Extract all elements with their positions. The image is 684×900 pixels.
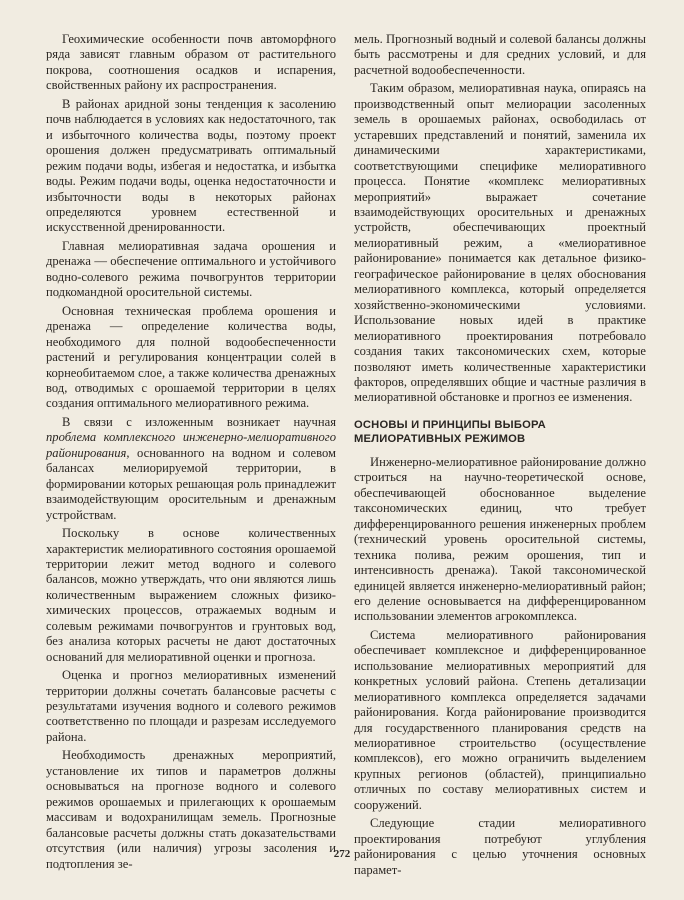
paragraph: Основная техническая проблема орошения и дренажа — определение количества воды, необходимого для полной водообеспеченности растений и регулирования концентрации солей в корнеобитаемом слое, а также количества дренажных вод, отводимых с орошаемой территории в целях создания оптимального мелиоративного режима.: [46, 303, 336, 411]
paragraph-text: В связи с изложенным возникает научная: [62, 414, 336, 429]
right-column: [354, 32, 646, 878]
paragraph: [46, 415, 336, 523]
paragraph: Оценка и прогноз мелиоративных изменений территории должны сочетать балансовые расчеты с результатами изучения водного и солевого режимов соответственно по площади и разрезам исследуемого района.: [46, 668, 336, 744]
paragraph: Поскольку в основе количественных характеристик мелиоративного состояния орошаемой территории лежит метод водного и солевого балансов, можно утверждать, что они являются лишь количественным выражением сложных физико-химических процессов, отражаемых водным и солевым режимами почвогрунтов и грунтовых вод, без анализа которых расчеты не дают достаточных оснований для мелиоративной оценки и прогноза.: [46, 526, 336, 664]
paragraph: В районах аридной зоны тенденция к засолению почв наблюдается в условиях как недостаточного, так и избыточного количества воды, поэтому проект орошения должен предусматривать оптимальный режим подачи воды, избегая и недостатка, и избытка воды. Режим подачи воды, оценка недостаточности и избыточности воды в некоторых районах определяются уровнем естественной и искусственной дренированности.: [46, 96, 336, 235]
paragraph: Следующие стадии мелиоративного проектирования потребуют углубления районирования с целью уточнения основных парамет-: [354, 816, 646, 877]
paragraph: Система мелиоративного районирования обеспечивает комплексное и дифференцированное использование мелиоративных мероприятий для конкретных условий района. Степень детализации мелиоративного комплекса определяется задачами районирования. Когда районирование производится для государственного планирования средств на мелиоративное строительство (осуществление комплексов), его можно ограничить выделением крупных регионов (областей), принципиально отличных по составу мелиоративных систем и сооружений.: [354, 627, 646, 812]
left-column: [46, 32, 336, 872]
paragraph: Главная мелиоративная задача орошения и дренажа — обеспечение оптимального и устойчивого водно-солевого режима почвогрунтов территории подкомандной оросительной системы.: [46, 238, 336, 300]
page-number: 272: [333, 848, 351, 860]
paragraph: Необходимость дренажных мероприятий, установление их типов и параметров должны основываться на прогнозе водного и солевого режимов орошаемых и прилегающих к орошаемым массивам и водохранилищам земель. Прогнозные балансовые расчеты должны стать доказательствами отсутствия (или наличия) угрозы засоления и подтопления зе-: [46, 748, 336, 871]
paragraph-continued: мель. Прогнозный водный и солевой балансы должны быть рассмотрены и для средних условий, и для расчетной водообеспеченности.: [354, 32, 646, 77]
section-heading: ОСНОВЫ И ПРИНЦИПЫ ВЫБОРА МЕЛИОРАТИВНЫХ РЕЖИМОВ: [354, 418, 546, 445]
paragraph-text: основанного на водном и солевом балансах мелиорируемой территории, в формировании которых решающая роль принадлежит взаимодействующим оросительным и дренажным устройствам.: [46, 445, 336, 522]
emphasized-term: проблема комплексного инженерно-мелиоративного районирования,: [46, 430, 336, 460]
paragraph: Геохимические особенности почв автоморфного ряда зависят главным образом от растительного покрова, соотношения осадков и испарения, свойственных району их распространения.: [46, 32, 336, 93]
paragraph: Инженерно-мелиоративное районирование должно строиться на научно-теоретической основе, обеспечивающей обоснованное выделение таксономических единиц, что требует дифференцированного решения инженерных проблем (технический уровень оросительной системы, техника полива, режим орошения, тип и интенсивность дренажа). Такой таксономической единицей является инженерно-мелиоративный район; его деление основывается на дифференцированном использовании элементов агрокомплекса.: [354, 454, 646, 624]
paragraph: Таким образом, мелиоративная наука, опираясь на производственный опыт мелиорации засоленных земель в орошаемых районах, освободилась от устаревших представлений и понятий, заменила их динамическими характеристиками, соответствующими специфике мелиоративного процесса. Понятие «комплекс мелиоративных мероприятий» выражает сочетание взаимодействующих оросительных и дренажных устройств, обеспечивающих проектный мелиоративный режим, а «мелиоративное районирование» понимается как детальное физико-географическое районирование в целях обоснования мелиоративного комплекса, который определяется хозяйственно-экономическими условиями. Использование новых идей в практике мелиоративного проектирования потребовало создания таких таксономических схем, которые позволяют иметь количественные характеристики факторов, определявших общие и частные различия в мелиоративной обстановке и прогноз ее изменения.: [354, 81, 646, 405]
